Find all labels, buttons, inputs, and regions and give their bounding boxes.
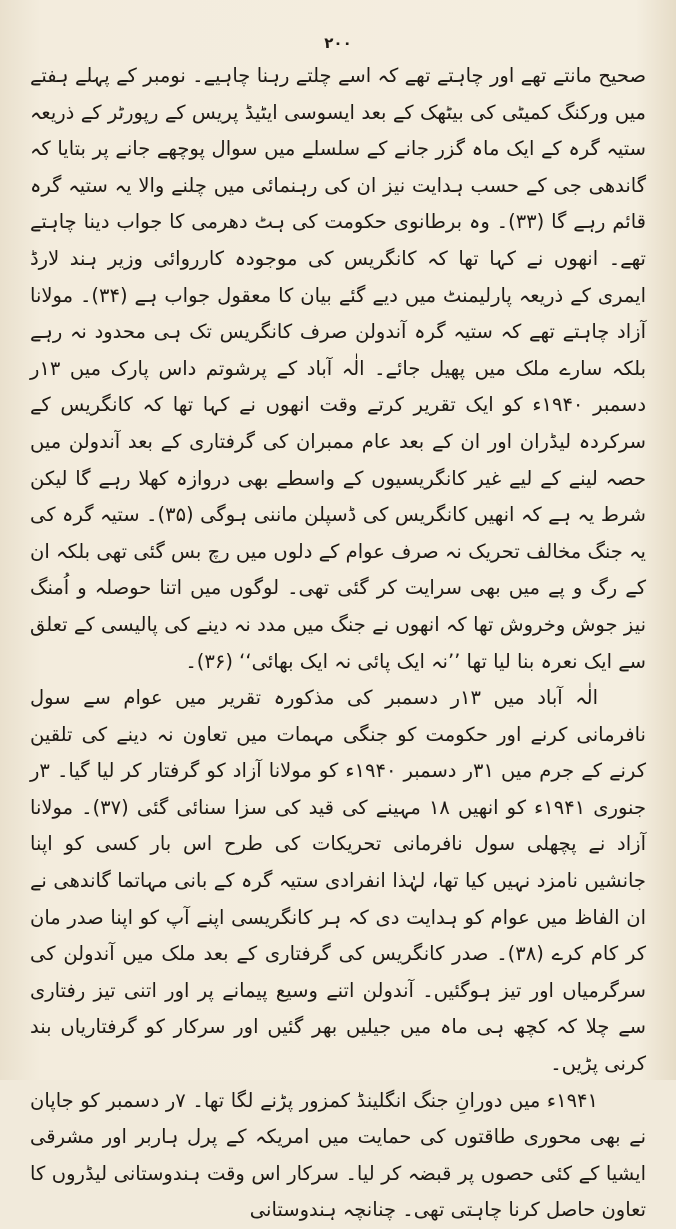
paragraph-2: الٰہ آباد میں ۱۳ر دسمبر کی مذکورہ تقریر میں عوام سے سول نافرمانی کرنے اور حکومت کو جنگی مہمات میں تعاون نہ دینے کی تلقین کرنے کے جرم میں ۳۱ر دسمبر ۱۹۴۰ء کو مولانا آزاد کو گرفتار کر لیا گیا۔ ۳ر جنوری ۱۹۴۱ء کو انھیں ۱۸ مہینے کی قید کی سزا سنائی گئی (۳۷)۔ مولانا آزاد نے پچھلی سول نافرمانی تحریکات کی طرح اس بار کسی کو اپنا جانشیں نامزد نہیں کیا تھا، لہٰذا انفرادی ستیہ گرہ کے بانی مہاتما گاندھی نے ان الفاظ میں عوام کو ہدایت دی کہ ہر کانگریسی اپنے آپ کو اپنا صدر مان کر کام کرے (۳۸)۔ صدر کانگریس کی گرفتاری کے بعد ملک میں آندولن کی سرگرمیاں اور تیز ہوگئیں۔ آندولن اتنے وسیع پیمانے پر اور اتنی تیز رفتاری سے چلا کہ کچھ ہی ماہ میں جیلیں بھر گئیں اور سرکار کو گرفتاریاں بند کرنی پڑیں۔: [30, 686, 647, 1076]
page-body: [30, 58, 646, 1229]
paragraph-1: صحیح مانتے تھے اور چاہتے تھے کہ اسے چلتے رہنا چاہیے۔ نومبر کے پہلے ہفتے میں ورکنگ کمیٹی کی بیٹھک کے بعد ایسوسی ایٹیڈ پریس کے رپورٹر کے ذریعہ ستیہ گرہ کے ایک ماہ گزر جانے کے سلسلے میں سوال پوچھے جانے پر بتایا کہ گاندھی جی کے حسب ہدایت نیز ان کی رہنمائی میں چلنے والا یہ ستیہ گرہ قائم رہے گا (۳۳)۔ وہ برطانوی حکومت کی ہٹ دھرمی کا جواب دینا چاہتے تھے۔ انھوں نے کہا تھا کہ کانگریس کی موجودہ کارروائی وزیر ہند لارڈ ایمری کے ذریعہ پارلیمنٹ میں دیے گئے بیان کا معقول جواب ہے (۳۴)۔ مولانا آزاد چاہتے تھے کہ ستیہ گرہ آندولن صرف کانگریس تک ہی محدود نہ رہے بلکہ سارے ملک میں پھیل جائے۔ الٰہ آباد کے پرشوتم داس پارک میں ۱۳ر دسمبر ۱۹۴۰ء کو ایک تقریر کرتے وقت انھوں نے کہا تھا کہ کانگریس کے سرکردہ لیڈران اور ان کے بعد عام ممبران کی گرفتاری کے بعد آندولن میں حصہ لینے کے لیے غیر کانگریسیوں کے واسطے بھی دروازہ کھلا رہے گا لیکن شرط یہ ہے کہ انھیں کانگریس کی ڈسپلن ماننی ہوگی (۳۵)۔ ستیہ گرہ کی یہ جنگ مخالف تحریک نہ صرف عوام کے دلوں میں رچ بس گئی تھی بلکہ ان کے رگ و پے میں بھی سرایت کر گئی تھی۔ لوگوں میں اتنا حوصلہ و اُمنگ نیز جوش وخروش تھا کہ انھوں نے جنگ میں مدد نہ دینے کی پالیسی کے تعلق سے ایک نعرہ بنا لیا تھا ’’نہ ایک پائی نہ ایک بھائی‘‘ (۳۶)۔: [30, 64, 647, 673]
paragraph-3: ۱۹۴۱ء میں دورانِ جنگ انگلینڈ کمزور پڑنے لگا تھا۔ ۷ر دسمبر کو جاپان نے بھی محوری طاقتوں کی حمایت میں امریکہ کے پرل ہاربر اور مشرقی ایشیا کے کئی حصوں پر قبضہ کر لیا۔ سرکار اس وقت ہندوستانی لیڈروں کا تعاون حاصل کرنا چاہتی تھی۔ چنانچہ ہندوستانی: [30, 1088, 646, 1222]
page-number: ۲۰۰: [324, 34, 352, 52]
